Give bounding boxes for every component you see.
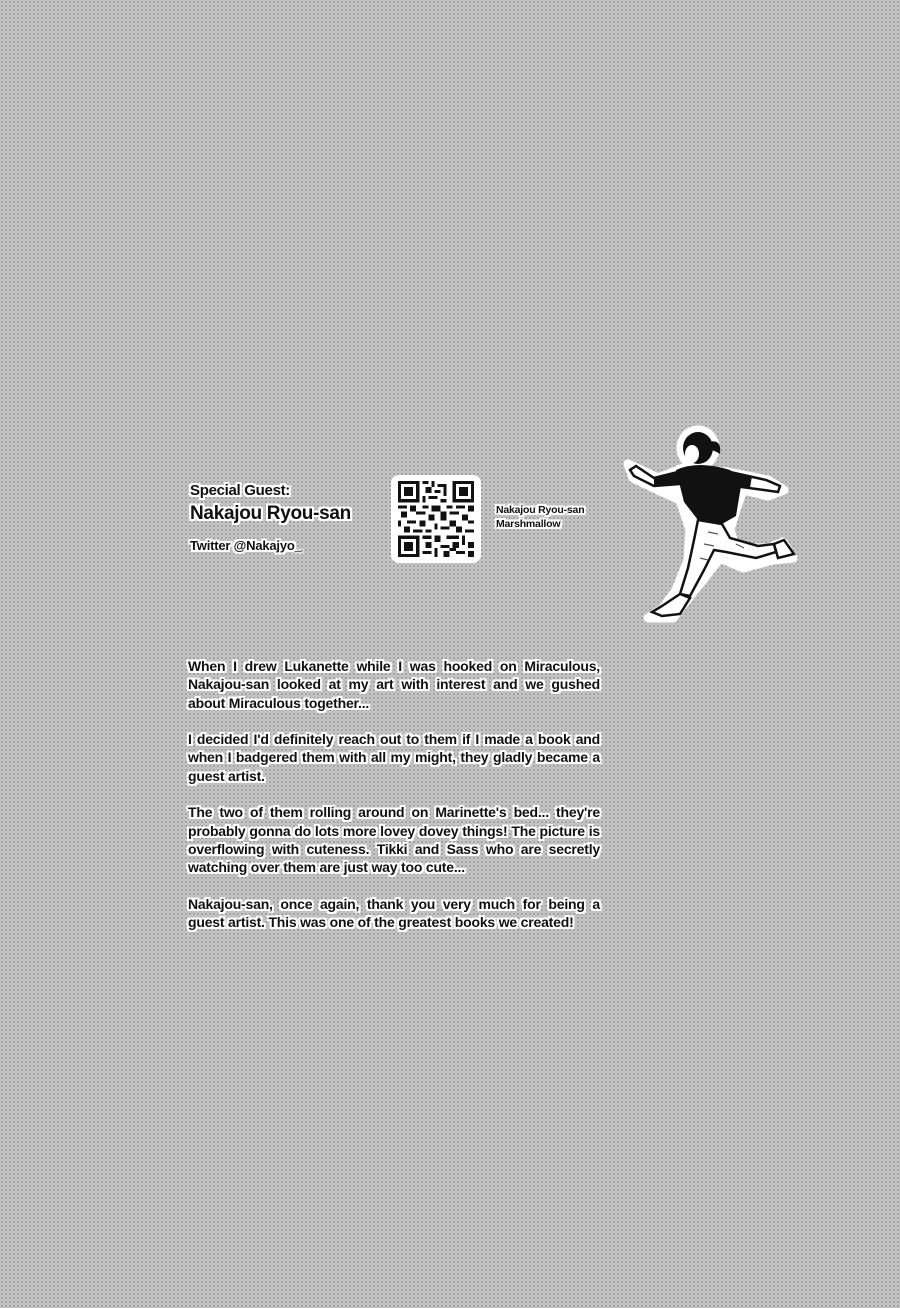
running-character-icon — [618, 420, 808, 635]
paragraph-2: I decided I'd definitely reach out to them if I made a book and when I badgered them with all my might, they gladly became a guest artist. — [188, 731, 600, 784]
paragraph-1: When I drew Lukanette while I was hooked on Miraculous, Nakajou-san looked at my art with interest and we gushed about Miraculous together... — [188, 658, 600, 711]
qr-caption — [496, 503, 584, 531]
afterword-text — [188, 657, 600, 950]
twitter-handle: Twitter @Nakajyo_ — [190, 538, 302, 553]
paragraph-3: The two of them rolling around on Marinette's bed... they're probably gonna do lots more lovey dovey things! The picture is overflowing with cuteness. Tikki and Sass who are secretly watching over them are just way too cute... — [188, 804, 600, 876]
guest-credit — [190, 482, 390, 554]
running-character-illustration — [618, 420, 808, 640]
qr-caption-service: Marshmallow — [496, 518, 561, 530]
qr-code-icon — [398, 481, 474, 557]
qr-caption-name: Nakajou Ryou-san — [496, 504, 585, 516]
special-guest-label: Special Guest: — [190, 482, 291, 499]
qr-code — [391, 475, 481, 563]
paragraph-4: Nakajou-san, once again, thank you very much for being a guest artist. This was one of the greatest books we created! — [188, 895, 600, 931]
guest-name: Nakajou Ryou-san — [190, 503, 351, 524]
